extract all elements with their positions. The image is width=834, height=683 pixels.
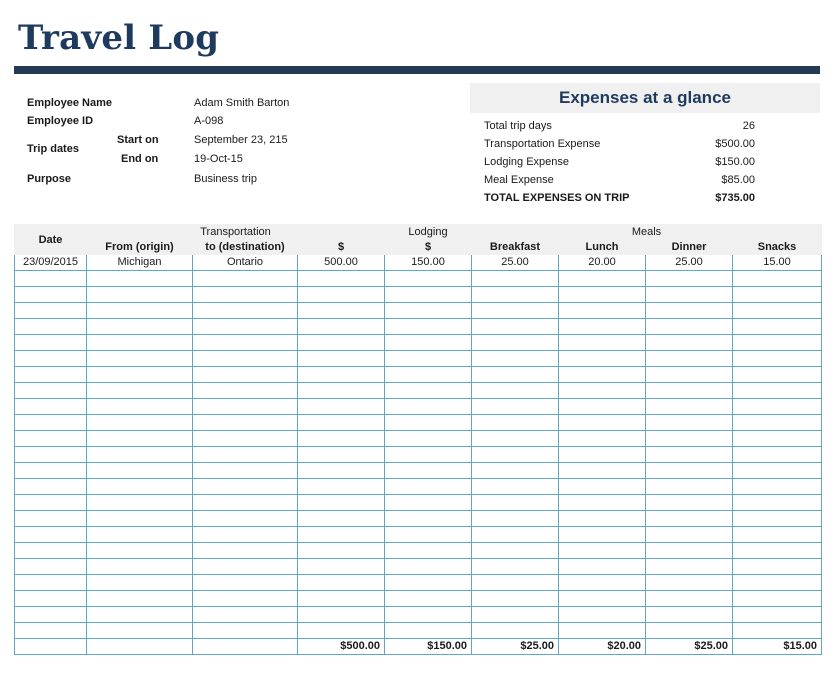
breakfast-cell[interactable] — [472, 367, 559, 383]
destination-cell[interactable] — [193, 303, 298, 319]
snacks-cell[interactable] — [733, 447, 822, 463]
start-on-value[interactable]: September 23, 215 — [194, 134, 288, 146]
expense-summary-value: 26 — [742, 120, 755, 132]
table-row — [15, 351, 822, 367]
breakfast-cell[interactable] — [472, 511, 559, 527]
to-destination-header: to (destination) — [193, 240, 298, 255]
purpose-label: Purpose — [27, 173, 72, 185]
lunch-cell[interactable] — [559, 447, 646, 463]
expense-summary-value: $500.00 — [715, 138, 755, 150]
snacks-cell[interactable] — [733, 431, 822, 447]
lunch-cell[interactable] — [559, 351, 646, 367]
destination-cell[interactable] — [193, 463, 298, 479]
origin-cell[interactable] — [87, 447, 193, 463]
breakfast-cell[interactable] — [472, 271, 559, 287]
lunch-cell[interactable] — [559, 623, 646, 639]
end-on-value[interactable]: 19-Oct-15 — [194, 153, 243, 165]
snacks-cell[interactable] — [733, 575, 822, 591]
dinner-cell[interactable] — [646, 399, 733, 415]
destination-cell[interactable] — [193, 399, 298, 415]
date-cell[interactable] — [15, 287, 87, 303]
destination-cell[interactable] — [193, 495, 298, 511]
lodging-cost-cell[interactable] — [385, 527, 472, 543]
date-column-header: Date — [15, 225, 87, 255]
transportation-cost-cell[interactable] — [298, 415, 385, 431]
snacks-cell[interactable] — [733, 351, 822, 367]
table-row — [15, 383, 822, 399]
snacks-cell[interactable] — [733, 511, 822, 527]
lunch-cell[interactable] — [559, 511, 646, 527]
breakfast-cell[interactable] — [472, 607, 559, 623]
table-row — [15, 495, 822, 511]
expenses-summary — [470, 83, 820, 207]
lunch-cell[interactable] — [559, 399, 646, 415]
origin-cell[interactable] — [87, 399, 193, 415]
lodging-cost-header: $ — [385, 240, 472, 255]
dinner-cell[interactable] — [646, 623, 733, 639]
transportation-cost-cell[interactable] — [298, 351, 385, 367]
breakfast-cell[interactable] — [472, 351, 559, 367]
transportation-cost-cell[interactable]: 500.00 — [298, 255, 385, 271]
table-row — [15, 415, 822, 431]
end-on-label: End on — [121, 153, 159, 165]
snacks-cell[interactable] — [733, 527, 822, 543]
date-cell[interactable] — [15, 623, 87, 639]
lunch-cell[interactable] — [559, 367, 646, 383]
destination-cell[interactable] — [193, 591, 298, 607]
date-cell[interactable] — [15, 431, 87, 447]
snacks-cell[interactable] — [733, 399, 822, 415]
destination-cell[interactable] — [193, 511, 298, 527]
breakfast-cell[interactable] — [472, 431, 559, 447]
transportation-group-header: Transportation — [87, 225, 385, 240]
purpose-value[interactable]: Business trip — [194, 173, 257, 185]
lodging-cost-cell[interactable] — [385, 479, 472, 495]
table-row — [15, 271, 822, 287]
expense-summary-row — [470, 171, 820, 189]
lunch-cell[interactable] — [559, 303, 646, 319]
date-cell[interactable] — [15, 575, 87, 591]
lunch-cell[interactable] — [559, 559, 646, 575]
destination-cell[interactable] — [193, 543, 298, 559]
date-cell[interactable] — [15, 319, 87, 335]
origin-cell[interactable] — [87, 383, 193, 399]
breakfast-cell[interactable] — [472, 575, 559, 591]
dinner-cell[interactable] — [646, 431, 733, 447]
destination-cell[interactable] — [193, 335, 298, 351]
snacks-cell[interactable] — [733, 559, 822, 575]
transportation-cost-cell[interactable] — [298, 303, 385, 319]
origin-cell[interactable] — [87, 431, 193, 447]
lodging-cost-cell[interactable] — [385, 623, 472, 639]
date-cell[interactable] — [15, 271, 87, 287]
employee-id-value[interactable]: A-098 — [194, 115, 224, 127]
expense-summary-row — [470, 153, 820, 171]
snacks-cell[interactable] — [733, 543, 822, 559]
origin-cell[interactable] — [87, 607, 193, 623]
lodging-cost-cell[interactable] — [385, 511, 472, 527]
lodging-cost-cell[interactable] — [385, 463, 472, 479]
origin-cell[interactable] — [87, 479, 193, 495]
dinner-cell[interactable] — [646, 607, 733, 623]
lunch-cell[interactable] — [559, 431, 646, 447]
breakfast-cell[interactable]: 25.00 — [472, 255, 559, 271]
table-row — [15, 319, 822, 335]
lodging-cost-cell[interactable] — [385, 447, 472, 463]
origin-cell[interactable] — [87, 495, 193, 511]
lodging-cost-cell[interactable] — [385, 399, 472, 415]
breakfast-cell[interactable] — [472, 543, 559, 559]
transportation-cost-cell[interactable] — [298, 543, 385, 559]
lodging-cost-cell[interactable] — [385, 319, 472, 335]
title-divider — [14, 66, 820, 74]
date-cell[interactable] — [15, 495, 87, 511]
dinner-cell[interactable] — [646, 415, 733, 431]
transportation-cost-cell[interactable] — [298, 447, 385, 463]
destination-cell[interactable] — [193, 527, 298, 543]
lodging-cost-cell[interactable] — [385, 303, 472, 319]
lunch-cell[interactable] — [559, 287, 646, 303]
lodging-cost-cell[interactable] — [385, 335, 472, 351]
table-row — [15, 367, 822, 383]
snacks-cell[interactable] — [733, 383, 822, 399]
date-cell[interactable] — [15, 527, 87, 543]
expense-summary-value: $85.00 — [721, 174, 755, 186]
breakfast-cell[interactable] — [472, 399, 559, 415]
table-row — [15, 255, 822, 271]
breakfast-cell[interactable] — [472, 527, 559, 543]
destination-cell[interactable] — [193, 351, 298, 367]
destination-cell[interactable] — [193, 431, 298, 447]
breakfast-cell[interactable] — [472, 287, 559, 303]
destination-cell[interactable]: Ontario — [193, 255, 298, 271]
employee-id-label: Employee ID — [27, 115, 94, 127]
dinner-cell[interactable] — [646, 383, 733, 399]
lodging-cost-cell[interactable] — [385, 271, 472, 287]
destination-cell[interactable] — [193, 623, 298, 639]
dinner-total-cell: $25.00 — [646, 639, 733, 655]
date-cell[interactable] — [15, 367, 87, 383]
trip-dates-label: Trip dates — [27, 143, 79, 155]
dinner-cell[interactable] — [646, 511, 733, 527]
snacks-cell[interactable] — [733, 335, 822, 351]
expense-summary-label: Meal Expense — [484, 174, 554, 186]
origin-cell[interactable] — [87, 287, 193, 303]
table-row — [15, 511, 822, 527]
meals-group-header: Meals — [472, 225, 822, 240]
totals-blank-cell — [15, 639, 87, 655]
destination-cell[interactable] — [193, 447, 298, 463]
date-cell[interactable] — [15, 511, 87, 527]
table-row — [15, 463, 822, 479]
employee-name-value[interactable]: Adam Smith Barton — [194, 97, 290, 109]
lodging-group-header: Lodging — [385, 225, 472, 240]
expenses-summary-title: Expenses at a glance — [470, 83, 820, 113]
destination-cell[interactable] — [193, 319, 298, 335]
snacks-cell[interactable] — [733, 607, 822, 623]
lunch-cell[interactable] — [559, 271, 646, 287]
dinner-cell[interactable]: 25.00 — [646, 255, 733, 271]
origin-cell[interactable] — [87, 351, 193, 367]
date-cell[interactable] — [15, 383, 87, 399]
dinner-cell[interactable] — [646, 287, 733, 303]
origin-cell[interactable] — [87, 559, 193, 575]
lunch-cell[interactable] — [559, 463, 646, 479]
expense-summary-label: Transportation Expense — [484, 138, 601, 150]
breakfast-cell[interactable] — [472, 335, 559, 351]
table-row — [15, 607, 822, 623]
breakfast-cell[interactable] — [472, 447, 559, 463]
date-cell[interactable] — [15, 399, 87, 415]
date-cell[interactable] — [15, 415, 87, 431]
lodging-cost-cell[interactable] — [385, 591, 472, 607]
expense-summary-label: TOTAL EXPENSES ON TRIP — [484, 192, 630, 204]
lunch-header: Lunch — [559, 240, 646, 255]
breakfast-cell[interactable] — [472, 623, 559, 639]
date-cell[interactable] — [15, 559, 87, 575]
dinner-cell[interactable] — [646, 447, 733, 463]
table-row — [15, 399, 822, 415]
start-on-label: Start on — [117, 134, 159, 146]
lodging-cost-cell[interactable] — [385, 287, 472, 303]
expense-summary-row — [470, 135, 820, 153]
transportation-total-cell: $500.00 — [298, 639, 385, 655]
transportation-cost-cell[interactable] — [298, 271, 385, 287]
transportation-cost-cell[interactable] — [298, 399, 385, 415]
transportation-cost-cell[interactable] — [298, 383, 385, 399]
dinner-cell[interactable] — [646, 559, 733, 575]
transportation-cost-cell[interactable] — [298, 607, 385, 623]
table-row — [15, 447, 822, 463]
origin-cell[interactable] — [87, 367, 193, 383]
lunch-cell[interactable] — [559, 607, 646, 623]
dinner-cell[interactable] — [646, 479, 733, 495]
destination-cell[interactable] — [193, 607, 298, 623]
breakfast-cell[interactable] — [472, 319, 559, 335]
date-cell[interactable] — [15, 479, 87, 495]
lodging-total-cell: $150.00 — [385, 639, 472, 655]
table-row — [15, 591, 822, 607]
breakfast-cell[interactable] — [472, 479, 559, 495]
lodging-cost-cell[interactable] — [385, 415, 472, 431]
from-origin-header: From (origin) — [87, 240, 193, 255]
lodging-cost-cell[interactable]: 150.00 — [385, 255, 472, 271]
snacks-cell[interactable] — [733, 415, 822, 431]
origin-cell[interactable] — [87, 543, 193, 559]
table-row — [15, 287, 822, 303]
table-row — [15, 543, 822, 559]
transportation-cost-cell[interactable] — [298, 367, 385, 383]
transportation-cost-cell[interactable] — [298, 319, 385, 335]
dinner-cell[interactable] — [646, 575, 733, 591]
snacks-cell[interactable] — [733, 319, 822, 335]
lunch-cell[interactable] — [559, 319, 646, 335]
transportation-cost-cell[interactable] — [298, 591, 385, 607]
date-cell[interactable] — [15, 463, 87, 479]
snacks-cell[interactable] — [733, 271, 822, 287]
breakfast-cell[interactable] — [472, 463, 559, 479]
travel-log-table — [14, 224, 822, 655]
origin-cell[interactable]: Michigan — [87, 255, 193, 271]
dinner-cell[interactable] — [646, 591, 733, 607]
transportation-cost-cell[interactable] — [298, 511, 385, 527]
expense-summary-value: $150.00 — [715, 156, 755, 168]
transportation-cost-cell[interactable] — [298, 623, 385, 639]
table-row — [15, 479, 822, 495]
dinner-cell[interactable] — [646, 527, 733, 543]
expense-summary-row — [470, 117, 820, 135]
table-row — [15, 303, 822, 319]
transportation-cost-cell[interactable] — [298, 463, 385, 479]
breakfast-cell[interactable] — [472, 415, 559, 431]
origin-cell[interactable] — [87, 303, 193, 319]
table-row — [15, 559, 822, 575]
lunch-cell[interactable]: 20.00 — [559, 255, 646, 271]
dinner-cell[interactable] — [646, 495, 733, 511]
snacks-cell[interactable] — [733, 591, 822, 607]
table-row — [15, 623, 822, 639]
totals-blank-cell — [193, 639, 298, 655]
date-cell[interactable] — [15, 543, 87, 559]
lunch-cell[interactable] — [559, 335, 646, 351]
totals-row — [15, 639, 822, 655]
dinner-cell[interactable] — [646, 351, 733, 367]
destination-cell[interactable] — [193, 271, 298, 287]
transportation-cost-cell[interactable] — [298, 479, 385, 495]
table-row — [15, 335, 822, 351]
origin-cell[interactable] — [87, 591, 193, 607]
date-cell[interactable] — [15, 303, 87, 319]
lodging-cost-cell[interactable] — [385, 367, 472, 383]
table-row — [15, 575, 822, 591]
date-cell[interactable] — [15, 335, 87, 351]
snacks-cell[interactable] — [733, 479, 822, 495]
table-row — [15, 527, 822, 543]
origin-cell[interactable] — [87, 319, 193, 335]
dinner-cell[interactable] — [646, 463, 733, 479]
breakfast-header: Breakfast — [472, 240, 559, 255]
snacks-cell[interactable] — [733, 303, 822, 319]
snacks-cell[interactable] — [733, 463, 822, 479]
breakfast-cell[interactable] — [472, 383, 559, 399]
table-row — [15, 431, 822, 447]
transportation-cost-cell[interactable] — [298, 287, 385, 303]
dinner-header: Dinner — [646, 240, 733, 255]
lodging-cost-cell[interactable] — [385, 383, 472, 399]
lunch-cell[interactable] — [559, 591, 646, 607]
snacks-total-cell: $15.00 — [733, 639, 822, 655]
transportation-cost-cell[interactable] — [298, 527, 385, 543]
date-cell[interactable] — [15, 351, 87, 367]
transportation-cost-cell[interactable] — [298, 495, 385, 511]
lunch-cell[interactable] — [559, 479, 646, 495]
trip-info — [27, 97, 457, 197]
lodging-cost-cell[interactable] — [385, 351, 472, 367]
transportation-cost-header: $ — [298, 240, 385, 255]
expense-summary-label: Lodging Expense — [484, 156, 570, 168]
transportation-cost-cell[interactable] — [298, 335, 385, 351]
breakfast-cell[interactable] — [472, 495, 559, 511]
origin-cell[interactable] — [87, 463, 193, 479]
destination-cell[interactable] — [193, 559, 298, 575]
snacks-cell[interactable] — [733, 495, 822, 511]
dinner-cell[interactable] — [646, 303, 733, 319]
date-cell[interactable] — [15, 591, 87, 607]
lodging-cost-cell[interactable] — [385, 543, 472, 559]
dinner-cell[interactable] — [646, 367, 733, 383]
dinner-cell[interactable] — [646, 271, 733, 287]
lodging-cost-cell[interactable] — [385, 431, 472, 447]
employee-name-label: Employee Name — [27, 97, 112, 109]
totals-blank-cell — [87, 639, 193, 655]
origin-cell[interactable] — [87, 623, 193, 639]
transportation-cost-cell[interactable] — [298, 559, 385, 575]
page-title: Travel Log — [18, 18, 220, 58]
lodging-cost-cell[interactable] — [385, 495, 472, 511]
snacks-cell[interactable] — [733, 367, 822, 383]
origin-cell[interactable] — [87, 271, 193, 287]
origin-cell[interactable] — [87, 415, 193, 431]
lunch-cell[interactable] — [559, 543, 646, 559]
date-cell[interactable]: 23/09/2015 — [15, 255, 87, 271]
date-cell[interactable] — [15, 607, 87, 623]
dinner-cell[interactable] — [646, 543, 733, 559]
dinner-cell[interactable] — [646, 319, 733, 335]
destination-cell[interactable] — [193, 287, 298, 303]
date-cell[interactable] — [15, 447, 87, 463]
lodging-cost-cell[interactable] — [385, 575, 472, 591]
destination-cell[interactable] — [193, 415, 298, 431]
lodging-cost-cell[interactable] — [385, 607, 472, 623]
expense-summary-row — [470, 189, 820, 207]
destination-cell[interactable] — [193, 383, 298, 399]
snacks-cell[interactable] — [733, 623, 822, 639]
origin-cell[interactable] — [87, 575, 193, 591]
breakfast-total-cell: $25.00 — [472, 639, 559, 655]
snacks-cell[interactable] — [733, 287, 822, 303]
lunch-cell[interactable] — [559, 575, 646, 591]
expense-summary-label: Total trip days — [484, 120, 552, 132]
lunch-cell[interactable] — [559, 495, 646, 511]
lunch-total-cell: $20.00 — [559, 639, 646, 655]
destination-cell[interactable] — [193, 367, 298, 383]
origin-cell[interactable] — [87, 511, 193, 527]
breakfast-cell[interactable] — [472, 303, 559, 319]
breakfast-cell[interactable] — [472, 591, 559, 607]
origin-cell[interactable] — [87, 335, 193, 351]
dinner-cell[interactable] — [646, 335, 733, 351]
lunch-cell[interactable] — [559, 527, 646, 543]
lunch-cell[interactable] — [559, 415, 646, 431]
origin-cell[interactable] — [87, 527, 193, 543]
lunch-cell[interactable] — [559, 383, 646, 399]
transportation-cost-cell[interactable] — [298, 575, 385, 591]
breakfast-cell[interactable] — [472, 559, 559, 575]
destination-cell[interactable] — [193, 479, 298, 495]
snacks-header: Snacks — [733, 240, 822, 255]
transportation-cost-cell[interactable] — [298, 431, 385, 447]
destination-cell[interactable] — [193, 575, 298, 591]
lodging-cost-cell[interactable] — [385, 559, 472, 575]
expense-summary-value: $735.00 — [715, 192, 755, 204]
snacks-cell[interactable]: 15.00 — [733, 255, 822, 271]
